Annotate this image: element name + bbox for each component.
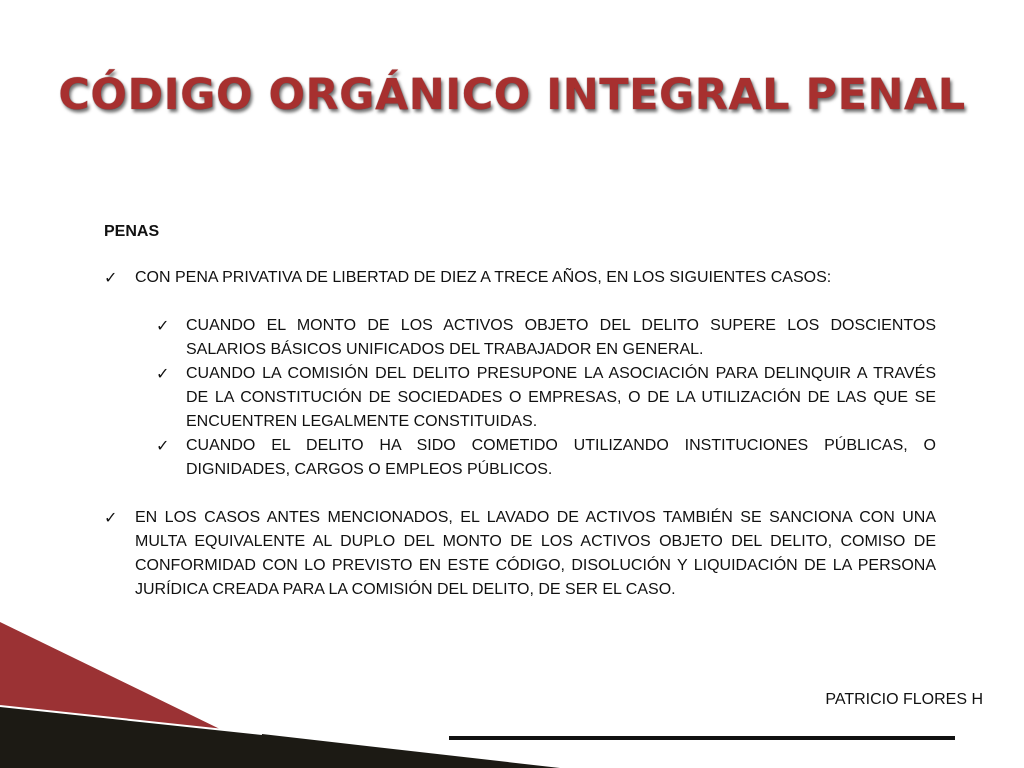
check-icon: ✓ [104, 268, 118, 287]
sub-list-item [156, 314, 936, 362]
check-icon: ✓ [156, 436, 170, 455]
list-item-text: EN LOS CASOS ANTES MENCIONADOS, EL LAVADO DE ACTIVOS TAMBIÉN SE SANCIONA CON UNA MULTA EQUIVALENTE AL DUPLO DEL MONTO DE LOS ACTIVOS OBJETO DEL DELITO, COMISO DE CONFORMIDAD CON LO PREVISTO EN ESTE CÓDIGO, DISOLUCIÓN Y LIQUIDACIÓN DE LA PERSONA JURÍDICA CREADA PARA LA COMISIÓN DEL DELITO, DE SER EL CASO. [135, 509, 936, 598]
sub-list-item-text: CUANDO EL MONTO DE LOS ACTIVOS OBJETO DEL DELITO SUPERE LOS DOSCIENTOS SALARIOS BÁSICOS UNIFICADOS DEL TRABAJADOR EN GENERAL. [186, 317, 936, 358]
list-item [104, 266, 936, 290]
sub-list-item [156, 362, 936, 434]
check-icon: ✓ [104, 508, 118, 527]
slide-title: CÓDIGO ORGÁNICO INTEGRAL PENAL [58, 70, 966, 120]
list-item [104, 506, 936, 602]
check-icon: ✓ [156, 364, 170, 383]
slide-content [104, 220, 936, 602]
sub-list-item-text: CUANDO LA COMISIÓN DEL DELITO PRESUPONE LA ASOCIACIÓN PARA DELINQUIR A TRAVÉS DE LA CONSTITUCIÓN DE SOCIEDADES O EMPRESAS, O DE LA UTILIZACIÓN DE LAS QUE SE ENCUENTREN LEGALMENTE CONSTITUIDAS. [186, 365, 936, 430]
author-name: PATRICIO FLORES H [825, 691, 983, 708]
sub-list-item [156, 434, 936, 482]
check-icon: ✓ [156, 316, 170, 335]
list-item-text: CON PENA PRIVATIVA DE LIBERTAD DE DIEZ A TRECE AÑOS, EN LOS SIGUIENTES CASOS: [135, 269, 832, 286]
sub-list [156, 314, 936, 482]
section-title: PENAS [104, 223, 160, 240]
sub-list-item-text: CUANDO EL DELITO HA SIDO COMETIDO UTILIZANDO INSTITUCIONES PÚBLICAS, O DIGNIDADES, CARGOS O EMPLEOS PÚBLICOS. [186, 437, 936, 478]
